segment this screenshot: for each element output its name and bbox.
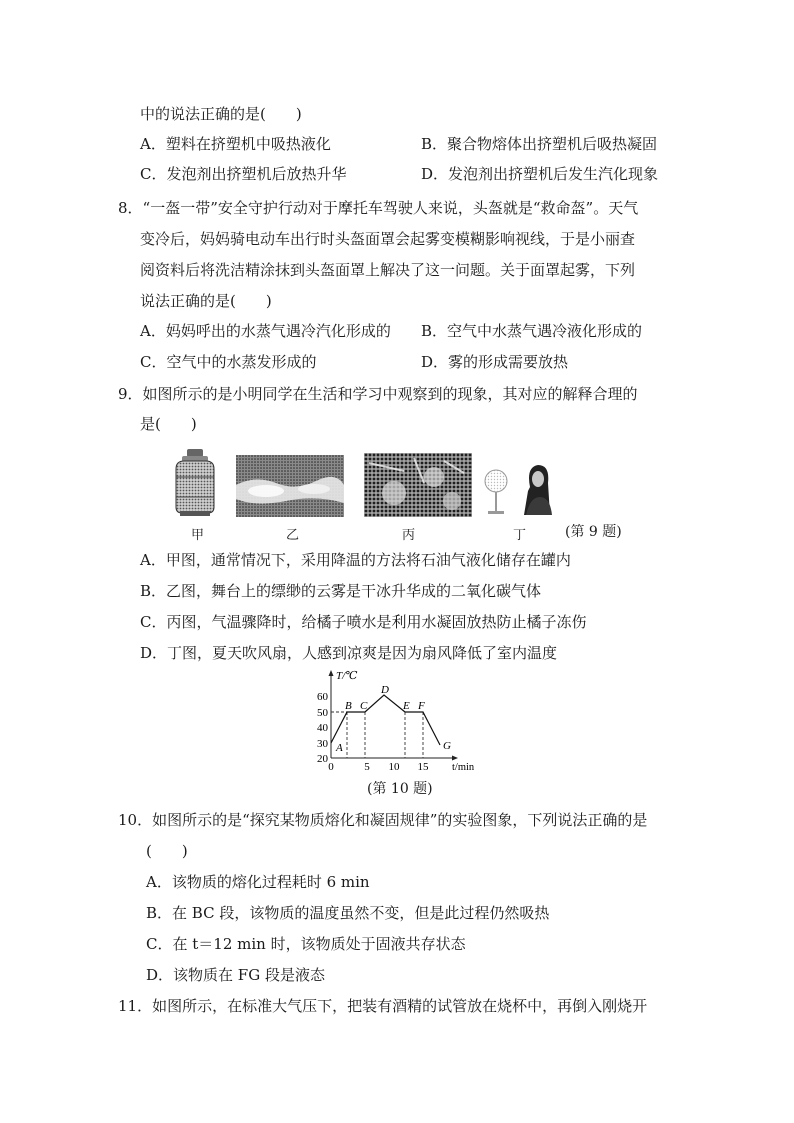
fig10-graph xyxy=(310,668,490,776)
stage-fog-photo xyxy=(236,455,344,517)
q9-option-a: A．甲图，通常情况下，采用降温的方法将石油气液化储存在罐内 xyxy=(140,551,571,569)
q8-line-3: 阅资料后将洗洁精涂抹到头盔面罩上解决了这一问题。关于面罩起雾，下列 xyxy=(140,261,636,279)
q10-option-d: D．该物质在 FG 段是液态 xyxy=(146,966,325,984)
fan-person-photo xyxy=(478,457,558,517)
q10-line-2: ( ) xyxy=(146,842,188,860)
q10-option-c: C．在 t＝12 min 时，该物质处于固液共存状态 xyxy=(146,935,466,953)
q8-option-b: B．空气中水蒸气遇冷液化形成的 xyxy=(421,322,643,340)
x-tick-0: 0 xyxy=(328,761,334,773)
q8-line-4: 说法正确的是( ) xyxy=(140,292,272,310)
orange-ice-photo xyxy=(364,453,472,517)
q8-option-d: D．雾的形成需要放热 xyxy=(421,353,569,371)
fig9-label-4: 丁 xyxy=(513,528,527,543)
q7-option-c: C．发泡剂出挤塑机后放热升华 xyxy=(140,165,347,183)
x-tick-10: 10 xyxy=(388,761,400,773)
point-f-label: F xyxy=(418,700,425,712)
fig10-caption: (第 10 题) xyxy=(367,781,433,797)
fig9-caption: (第 9 题) xyxy=(565,524,622,540)
q8-line-1: 8．“一盔一带”安全守护行动对于摩托车驾驶人来说，头盔就是“救命盔”。天气 xyxy=(118,199,639,217)
q11-line-1: 11．如图所示，在标准大气压下，把装有酒精的试管放在烧杯中，再倒入刚烧开 xyxy=(118,997,648,1015)
gas-cylinder-photo xyxy=(170,447,220,517)
point-a-label: A xyxy=(336,742,343,754)
fig9-label-2: 乙 xyxy=(286,528,300,543)
q9-option-b: B．乙图，舞台上的缥缈的云雾是干冰升华成的二氧化碳气体 xyxy=(140,582,542,600)
q10-line-1: 10．如图所示的是“探究某物质熔化和凝固规律”的实验图象，下列说法正确的是 xyxy=(118,811,648,829)
q9-option-c: C．丙图，气温骤降时，给橘子喷水是利用水凝固放热防止橘子冻伤 xyxy=(140,613,587,631)
q9-option-d: D．丁图，夏天吹风扇，人感到凉爽是因为扇风降低了室内温度 xyxy=(140,644,558,662)
y-axis-label: T/℃ xyxy=(336,670,358,682)
point-g-label: G xyxy=(443,740,451,752)
q8-option-a: A．妈妈呼出的水蒸气遇冷汽化形成的 xyxy=(140,322,391,340)
x-tick-5: 5 xyxy=(364,761,370,773)
y-tick-60: 60 xyxy=(317,691,328,703)
q9-line-1: 9．如图所示的是小明同学在生活和学习中观察到的现象，其对应的解释合理的 xyxy=(118,385,638,403)
point-c-label: C xyxy=(360,700,368,712)
q10-option-b: B．在 BC 段，该物质的温度虽然不变，但是此过程仍然吸热 xyxy=(146,904,550,922)
q10-option-a: A．该物质的熔化过程耗时 6 min xyxy=(146,873,370,891)
q9-line-2: 是( ) xyxy=(140,415,197,433)
point-e-label: E xyxy=(403,700,410,712)
point-b-label: B xyxy=(345,700,352,712)
q8-line-2: 变冷后，妈妈骑电动车出行时头盔面罩会起雾变模糊影响视线，于是小丽查 xyxy=(140,230,636,248)
x-axis-label: t/min xyxy=(452,762,475,773)
q7-option-b: B．聚合物熔体出挤塑机后吸热凝固 xyxy=(421,135,658,153)
q7-option-a: A．塑料在挤塑机中吸热液化 xyxy=(140,135,331,153)
x-tick-15: 15 xyxy=(417,761,429,773)
q7-option-d: D．发泡剂出挤塑机后发生汽化现象 xyxy=(421,165,659,183)
y-tick-50: 50 xyxy=(317,707,328,719)
y-tick-30: 30 xyxy=(317,738,328,750)
q7-stem-end: 中的说法正确的是( ) xyxy=(140,105,302,123)
y-tick-40: 40 xyxy=(317,722,328,734)
q8-option-c: C．空气中的水蒸发形成的 xyxy=(140,353,317,371)
fig9-label-3: 丙 xyxy=(402,528,416,543)
fig9-label-1: 甲 xyxy=(191,528,205,543)
y-tick-20: 20 xyxy=(317,753,328,765)
point-d-label: D xyxy=(381,684,389,696)
